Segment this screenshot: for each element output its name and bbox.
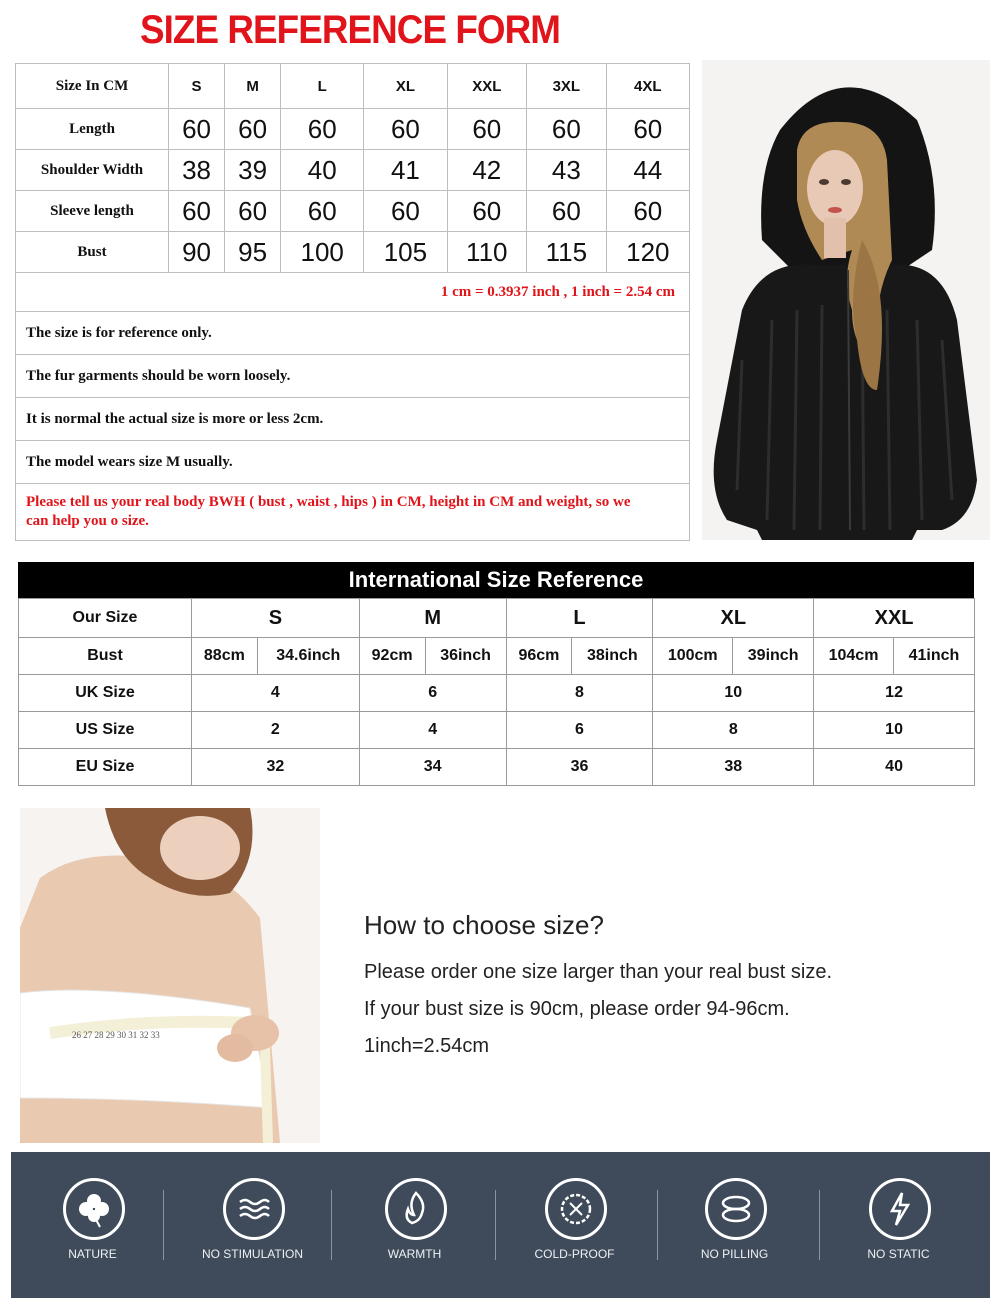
table-cell: 95 [225,232,281,273]
table-cell: 88cm [192,638,258,675]
table-cell: 60 [447,109,527,150]
row-label: Shoulder Width [16,150,169,191]
size-header: XXL [447,64,527,109]
table-cell: 60 [225,109,281,150]
howto-line: If your bust size is 90cm, please order 94-96cm. [364,998,790,1020]
table-cell: 8 [506,675,653,712]
table-cell: 10 [814,712,975,749]
table-cell: 100cm [653,638,733,675]
feature-label: WARMTH [387,1247,442,1261]
intl-size-table [18,598,975,786]
note-line: The size is for reference only. [16,312,690,355]
size-header: L [506,599,653,638]
table-cell: 41 [364,150,447,191]
feature-label: COLD-PROOF [534,1247,615,1261]
table-cell: 8 [653,712,814,749]
unit-conversion: 1 cm = 0.3937 inch , 1 inch = 2.54 cm [16,273,690,312]
size-header: L [281,64,364,109]
table-cell: 38 [169,150,225,191]
table-row [19,638,975,675]
row-label: Sleeve length [16,191,169,232]
table-cell: 39inch [733,638,814,675]
size-header: S [169,64,225,109]
table-cell: 96cm [506,638,572,675]
note-line: The fur garments should be worn loosely. [16,355,690,398]
table-cell: 6 [506,712,653,749]
feature-label: NO STATIC [867,1247,930,1261]
row-label: Length [16,109,169,150]
table-cell: 4 [359,712,506,749]
table-cell: 4 [192,675,360,712]
table-row [16,150,690,191]
table-cell: 105 [364,232,447,273]
table-cell: 42 [447,150,527,191]
table-cell: 60 [169,109,225,150]
table-cell: 40 [281,150,364,191]
size-reference-table [15,63,690,541]
red-note [16,484,690,541]
feature-label: NO PILLING [700,1247,769,1261]
row-label: Our Size [19,599,192,638]
table-cell: 36 [506,749,653,786]
table-cell: 38inch [572,638,653,675]
size-header: 3XL [527,64,607,109]
table-cell: 12 [814,675,975,712]
table-cell: 38 [653,749,814,786]
feature-label: NO STIMULATION [201,1247,304,1261]
row-label: EU Size [19,749,192,786]
table-cell: 34.6inch [257,638,359,675]
row-label: US Size [19,712,192,749]
cold-proof-icon [556,1189,596,1229]
table-row [16,109,690,150]
table-row [19,749,975,786]
feature-no-static [817,1152,980,1298]
table-cell: 60 [225,191,281,232]
howto-line: Please order one size larger than your real bust size. [364,961,833,983]
howto-line: 1inch=2.54cm [364,1035,490,1057]
feature-no-pilling [653,1152,816,1298]
size-header: XL [653,599,814,638]
table-row [16,232,690,273]
table-cell: 34 [359,749,506,786]
row-label: Bust [16,232,169,273]
model-illustration [702,60,990,540]
intl-size-title: International Size Reference [18,562,974,598]
lightning-icon [880,1189,920,1229]
table-cell: 40 [814,749,975,786]
tape-marks: 26 27 28 29 30 31 32 33 [72,1030,160,1040]
feature-bar [11,1152,990,1298]
table-cell: 44 [606,150,689,191]
table-cell: 60 [364,109,447,150]
table-cell: 32 [192,749,360,786]
table-cell: 60 [364,191,447,232]
size-header: XL [364,64,447,109]
table-cell: 115 [527,232,607,273]
howto-title: How to choose size? [364,910,604,940]
feature-label: NATURE [68,1247,117,1261]
table-cell: 60 [606,109,689,150]
table-cell: 43 [527,150,607,191]
model-photo [702,60,990,540]
size-header: M [225,64,281,109]
table-cell: 60 [527,191,607,232]
table-row [19,675,975,712]
feature-cold-proof [493,1152,656,1298]
table-cell: 92cm [359,638,425,675]
table-cell: 2 [192,712,360,749]
table-cell: 60 [169,191,225,232]
table-row [19,712,975,749]
table-cell: 60 [281,191,364,232]
size-header: S [192,599,360,638]
red-note-line: Please tell us your real body BWH ( bust , waist , hips ) in CM, height in CM and weight, so we [26,494,631,510]
table-row [16,191,690,232]
waves-icon [234,1189,274,1229]
page-title: SIZE REFERENCE FORM [139,8,561,52]
feature-no-stimulation [171,1152,334,1298]
measuring-illustration [20,808,320,1143]
table-cell: 60 [281,109,364,150]
row-label: UK Size [19,675,192,712]
size-header: XXL [814,599,975,638]
table-cell: 90 [169,232,225,273]
table-cell: 39 [225,150,281,191]
table-cell: 36inch [425,638,506,675]
table-cell: 60 [606,191,689,232]
measuring-photo [20,808,320,1143]
table-cell: 6 [359,675,506,712]
size-header: 4XL [606,64,689,109]
table-cell: 104cm [814,638,894,675]
table-cell: 110 [447,232,527,273]
note-line: The model wears size M usually. [16,441,690,484]
feature-nature [11,1152,174,1298]
table-cell: 120 [606,232,689,273]
feature-warmth [333,1152,496,1298]
table-cell: 10 [653,675,814,712]
ring-icon [716,1189,756,1229]
red-note-line: can help you o size. [26,513,149,529]
size-header: M [359,599,506,638]
table-cell: 60 [527,109,607,150]
header-label: Size In CM [16,64,169,109]
clover-icon [74,1189,114,1229]
table-cell: 100 [281,232,364,273]
note-line: It is normal the actual size is more or less 2cm. [16,398,690,441]
row-label: Bust [19,638,192,675]
table-cell: 60 [447,191,527,232]
flame-icon [396,1189,436,1229]
table-cell: 41inch [893,638,974,675]
